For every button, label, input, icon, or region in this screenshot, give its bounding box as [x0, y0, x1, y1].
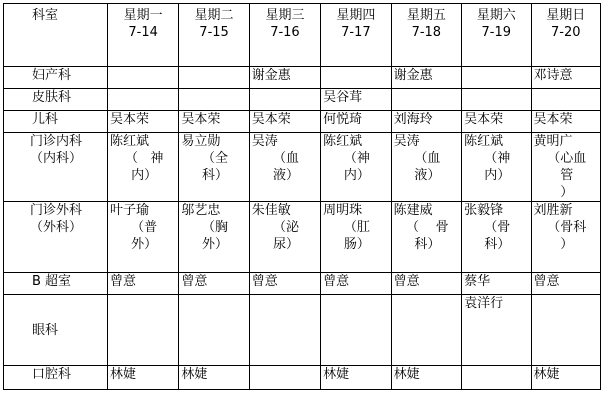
duty-cell — [462, 67, 531, 89]
dept-cell — [4, 89, 108, 111]
duty-cell — [391, 89, 461, 111]
dept-header: 科室 — [4, 4, 108, 67]
duty-cell — [462, 273, 531, 295]
duty-cell — [249, 133, 320, 202]
doctor-name: 吴本荣 — [533, 112, 573, 127]
specialty-note: 液） — [414, 168, 441, 183]
dept-label: 口腔科 — [32, 367, 72, 382]
duty-cell — [321, 295, 391, 366]
row-dental — [4, 366, 601, 390]
duty-cell — [391, 295, 461, 366]
duty-cell — [531, 202, 601, 273]
doctor-name: 陈建威 — [393, 203, 433, 218]
specialty-note: （ 骨 — [406, 220, 449, 235]
specialty-note: 科） — [202, 168, 229, 183]
specialty-note: 内） — [131, 168, 158, 183]
row-ophthalmology — [4, 295, 601, 366]
duty-cell — [531, 111, 601, 133]
specialty-note: 内） — [343, 168, 370, 183]
day-date: 7-20 — [550, 25, 581, 40]
row-obgyn — [4, 67, 601, 89]
duty-cell — [321, 366, 391, 390]
doctor-name: 刘胜新 — [533, 203, 573, 218]
day-date: 7-19 — [481, 25, 512, 40]
specialty-note: （ 神 — [124, 151, 164, 166]
duty-cell — [249, 111, 320, 133]
duty-cell — [179, 295, 249, 366]
doctor-name: 林婕 — [323, 367, 350, 382]
duty-cell — [179, 366, 249, 390]
duty-cell — [321, 202, 391, 273]
duty-cell — [179, 111, 249, 133]
duty-cell — [321, 133, 391, 202]
duty-cell — [107, 295, 178, 366]
specialty-note: ） — [560, 237, 574, 252]
duty-cell — [179, 202, 249, 273]
day-name: 星期三 — [265, 8, 305, 23]
duty-cell — [462, 133, 531, 202]
specialty-note: （神 — [484, 151, 511, 166]
doctor-name: 谢金惠 — [393, 68, 433, 83]
day-name: 星期六 — [476, 8, 516, 23]
row-ultrasound — [4, 273, 601, 295]
day-header — [391, 4, 461, 67]
duty-cell — [321, 273, 391, 295]
duty-cell — [107, 202, 178, 273]
dept-cell — [4, 295, 108, 366]
doctor-name: 刘海玲 — [393, 112, 433, 127]
specialty-note: 液） — [272, 168, 299, 183]
doctor-name: 吴本荣 — [181, 112, 221, 127]
specialty-note: 管 — [560, 168, 574, 183]
doctor-name: 袁洋行 — [464, 296, 504, 311]
doctor-name: 吴本荣 — [109, 112, 149, 127]
doctor-name: 吴谷茸 — [323, 90, 363, 105]
row-internal-medicine — [4, 133, 601, 202]
duty-cell — [179, 133, 249, 202]
day-name: 星期四 — [336, 8, 376, 23]
duty-cell — [249, 202, 320, 273]
dept-cell — [4, 67, 108, 89]
duty-cell — [531, 89, 601, 111]
day-name: 星期五 — [406, 8, 446, 23]
doctor-name: 吴涛 — [393, 134, 420, 149]
dept-label: 皮肤科 — [32, 90, 72, 105]
specialty-note: （血 — [272, 151, 299, 166]
day-header — [531, 4, 601, 67]
day-date: 7-15 — [199, 25, 229, 40]
row-pediatrics — [4, 111, 601, 133]
specialty-note: 科） — [484, 237, 511, 252]
duty-cell — [531, 295, 601, 366]
duty-cell — [179, 89, 249, 111]
duty-cell — [462, 111, 531, 133]
specialty-note: （心血 — [547, 151, 587, 166]
specialty-note: 科） — [414, 237, 441, 252]
specialty-note: ） — [560, 185, 574, 200]
day-date: 7-18 — [411, 25, 442, 40]
duty-cell — [531, 366, 601, 390]
specialty-note: （胸 — [202, 220, 229, 235]
duty-cell — [391, 133, 461, 202]
duty-cell — [321, 111, 391, 133]
duty-cell — [391, 273, 461, 295]
duty-cell — [462, 202, 531, 273]
dept-cell — [4, 202, 108, 273]
duty-cell — [179, 273, 249, 295]
duty-cell — [531, 133, 601, 202]
doctor-name: 陈红斌 — [464, 134, 504, 149]
duty-cell — [462, 366, 531, 390]
day-header — [249, 4, 320, 67]
duty-cell — [107, 67, 178, 89]
dept-label: 门诊外科 — [30, 203, 83, 218]
duty-cell — [249, 67, 320, 89]
doctor-name: 曾意 — [251, 274, 278, 289]
doctor-name: 黄明广 — [533, 134, 573, 149]
duty-cell — [107, 273, 178, 295]
doctor-name: 曾意 — [393, 274, 420, 289]
doctor-name: 陈红斌 — [109, 134, 149, 149]
doctor-name: 邓诗意 — [533, 68, 573, 83]
day-date: 7-14 — [128, 25, 158, 40]
specialty-note: （骨科 — [547, 220, 587, 235]
doctor-name: 曾意 — [323, 274, 350, 289]
dept-cell — [4, 133, 108, 202]
row-surgery — [4, 202, 601, 273]
duty-schedule-table — [3, 3, 601, 390]
doctor-name: 林婕 — [533, 367, 560, 382]
specialty-note: 外） — [202, 237, 229, 252]
duty-cell — [249, 273, 320, 295]
dept-label: （内科） — [30, 151, 83, 166]
specialty-note: 肠） — [343, 237, 370, 252]
dept-cell — [4, 366, 108, 390]
dept-label: 儿科 — [32, 112, 59, 127]
duty-cell — [531, 67, 601, 89]
duty-cell — [391, 202, 461, 273]
doctor-name: 吴本荣 — [251, 112, 291, 127]
day-header — [321, 4, 391, 67]
row-dermatology — [4, 89, 601, 111]
dept-label: 妇产科 — [32, 68, 72, 83]
doctor-name: 叶子瑜 — [109, 203, 149, 218]
day-header — [107, 4, 178, 67]
dept-label: （外科） — [30, 220, 83, 235]
doctor-name: 张毅锋 — [464, 203, 504, 218]
doctor-name: 林婕 — [393, 367, 420, 382]
duty-cell — [321, 67, 391, 89]
duty-cell — [462, 89, 531, 111]
doctor-name: 陈红斌 — [323, 134, 363, 149]
specialty-note: （全 — [202, 151, 229, 166]
day-name: 星期二 — [194, 8, 234, 23]
doctor-name: 曾意 — [533, 274, 560, 289]
duty-cell — [391, 67, 461, 89]
schedule-wrapper — [3, 3, 601, 390]
doctor-name: 林婕 — [181, 367, 208, 382]
day-name: 星期一 — [123, 8, 163, 23]
duty-cell — [391, 111, 461, 133]
day-date: 7-16 — [270, 25, 300, 40]
specialty-note: （骨 — [484, 220, 511, 235]
header-row — [4, 4, 601, 67]
dept-label: 门诊内科 — [30, 134, 83, 149]
duty-cell — [249, 89, 320, 111]
day-header — [179, 4, 249, 67]
duty-cell — [321, 89, 391, 111]
duty-cell — [462, 295, 531, 366]
doctor-name: 吴本荣 — [464, 112, 504, 127]
specialty-note: （普 — [131, 220, 158, 235]
doctor-name: 林婕 — [109, 367, 136, 382]
dept-cell — [4, 111, 108, 133]
specialty-note: （肛 — [343, 220, 370, 235]
doctor-name: 周明珠 — [323, 203, 363, 218]
duty-cell — [107, 366, 178, 390]
duty-cell — [531, 273, 601, 295]
dept-label: B 超室 — [32, 274, 72, 289]
specialty-note: （神 — [343, 151, 370, 166]
doctor-name: 谢金惠 — [251, 68, 291, 83]
duty-cell — [391, 366, 461, 390]
doctor-name: 蔡华 — [464, 274, 491, 289]
specialty-note: （泌 — [272, 220, 299, 235]
doctor-name: 何悦琦 — [323, 112, 363, 127]
doctor-name: 吴涛 — [251, 134, 278, 149]
duty-cell — [107, 89, 178, 111]
duty-cell — [107, 111, 178, 133]
doctor-name: 易立勋 — [181, 134, 221, 149]
doctor-name: 曾意 — [109, 274, 136, 289]
specialty-note: 尿） — [272, 237, 299, 252]
dept-label: 眼科 — [32, 322, 59, 338]
doctor-name: 曾意 — [181, 274, 208, 289]
specialty-note: 外） — [131, 237, 158, 252]
specialty-note: 内） — [484, 168, 511, 183]
day-header — [462, 4, 531, 67]
doctor-name: 朱佳敏 — [251, 203, 291, 218]
dept-cell — [4, 273, 108, 295]
duty-cell — [249, 295, 320, 366]
day-name: 星期日 — [546, 8, 586, 23]
duty-cell — [249, 366, 320, 390]
duty-cell — [179, 67, 249, 89]
specialty-note: （血 — [414, 151, 441, 166]
duty-cell — [107, 133, 178, 202]
doctor-name: 邬艺忠 — [181, 203, 221, 218]
day-date: 7-17 — [341, 25, 371, 40]
